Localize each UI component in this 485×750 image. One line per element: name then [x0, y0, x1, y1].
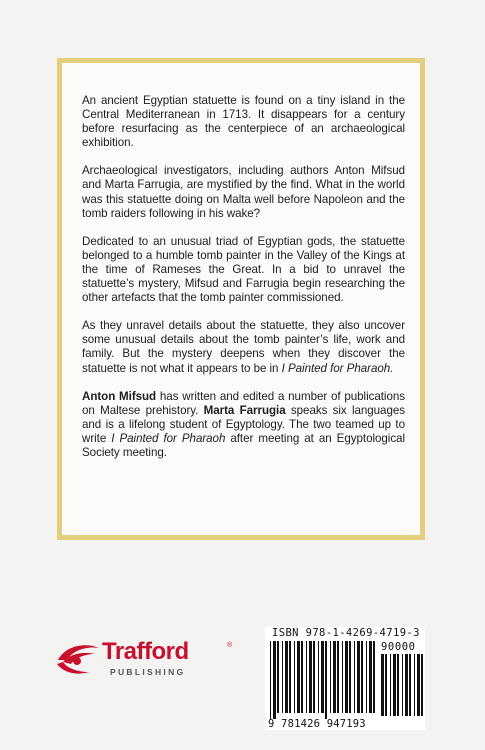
barcode-bar — [321, 641, 324, 713]
publisher-name: Trafford — [102, 638, 189, 665]
barcode-bar — [282, 641, 283, 713]
price-code: 90000 — [381, 641, 416, 653]
barcode-bar — [337, 641, 339, 713]
barcode-bar — [402, 654, 403, 716]
barcode-bar — [289, 641, 291, 713]
bio-book-title: I Painted for Pharaoh — [111, 431, 226, 445]
addon-barcode — [381, 654, 425, 719]
barcode-bar — [366, 641, 367, 713]
author-name-2: Marta Farrugia — [203, 403, 286, 417]
barcode-bar — [405, 654, 408, 716]
author-bio — [82, 390, 405, 460]
barcode-bar — [361, 641, 363, 713]
blurb-text — [82, 94, 405, 460]
barcode-bar — [369, 641, 372, 713]
barcode-bar — [414, 654, 415, 716]
barcode-bar — [277, 641, 279, 713]
registered-mark: ® — [227, 642, 233, 649]
bio-text-2: speaks six languages and is a lifelong student of Egyptology. The two teamed up to write — [82, 403, 405, 445]
barcode-bar — [294, 641, 295, 713]
barcode-bar — [309, 641, 312, 713]
book-title-italic: I Painted for Pharaoh. — [281, 361, 394, 375]
publisher-logo — [55, 640, 235, 680]
publisher-subtitle: PUBLISHING — [110, 667, 186, 677]
barcode-bar — [354, 641, 355, 713]
barcode-bar — [357, 641, 360, 713]
barcode-bar — [333, 641, 336, 713]
barcode-bar — [397, 654, 399, 716]
blurb-paragraph-4 — [82, 319, 405, 375]
barcode-bar — [318, 641, 319, 713]
bio-text-1: has written and edited a number of publications on Maltese prehistory. — [82, 389, 405, 417]
barcode-bar — [385, 654, 387, 716]
barcode-bar — [297, 641, 300, 713]
barcode-bar — [301, 641, 303, 713]
barcode-bar — [285, 641, 288, 713]
barcode-bar — [306, 641, 307, 713]
blurb-paragraph-1: An ancient Egyptian statuette is found on a tiny island in the Central Mediterranean in 1713. It disappears for a century before resurfacing as the centerpiece of an archaeological exhibition. — [82, 94, 405, 150]
barcode-bar — [381, 654, 384, 716]
blurb-paragraph-2: Archaeological investigators, including authors Anton Mifsud and Marta Farrugia, are mystified by the find. What in the world was this statuette doing on Malta well before Napoleon and the tomb raiders following in his wake? — [82, 164, 405, 220]
barcode-digits: 9 781426 947193 — [268, 718, 366, 730]
barcode-bar — [273, 641, 276, 719]
barcode-bar — [345, 641, 348, 713]
barcode-bar — [390, 654, 391, 716]
barcode-bar — [409, 654, 411, 716]
barcode-bar — [330, 641, 331, 713]
trafford-swirl-logo-icon — [55, 640, 101, 678]
barcode-bar — [313, 641, 315, 713]
barcode-bar — [349, 641, 351, 713]
bio-text-3: after meeting at an Egyptological Society meeting. — [82, 431, 405, 459]
isbn-label: ISBN 978-1-4269-4719-3 — [272, 627, 420, 639]
blurb-paragraph-3: Dedicated to an unusual triad of Egyptian gods, the statuette belonged to a humble tomb painter in the Valley of the Kings at the time of Rameses the Great. In a bid to unravel the statuette’s mystery, Mifsud and Farrugia begin researching the other artefacts that the tomb painter commissioned. — [82, 234, 405, 305]
barcode-bar — [393, 654, 396, 716]
barcode-bar — [373, 641, 375, 713]
barcode-bar — [421, 654, 423, 716]
paragraph-4-text: As they unravel details about the statuette, they also uncover some unusual details about the tomb painter’s life, work and family. But the mystery deepens when they discover the statuette is not what it appears to be in — [82, 319, 405, 375]
author-name-1: Anton Mifsud — [82, 389, 157, 403]
barcode-bar — [342, 641, 343, 713]
barcode-bar — [417, 654, 420, 716]
barcode-bar — [325, 641, 327, 719]
barcode-bar — [270, 641, 271, 719]
ean-barcode — [270, 641, 378, 719]
